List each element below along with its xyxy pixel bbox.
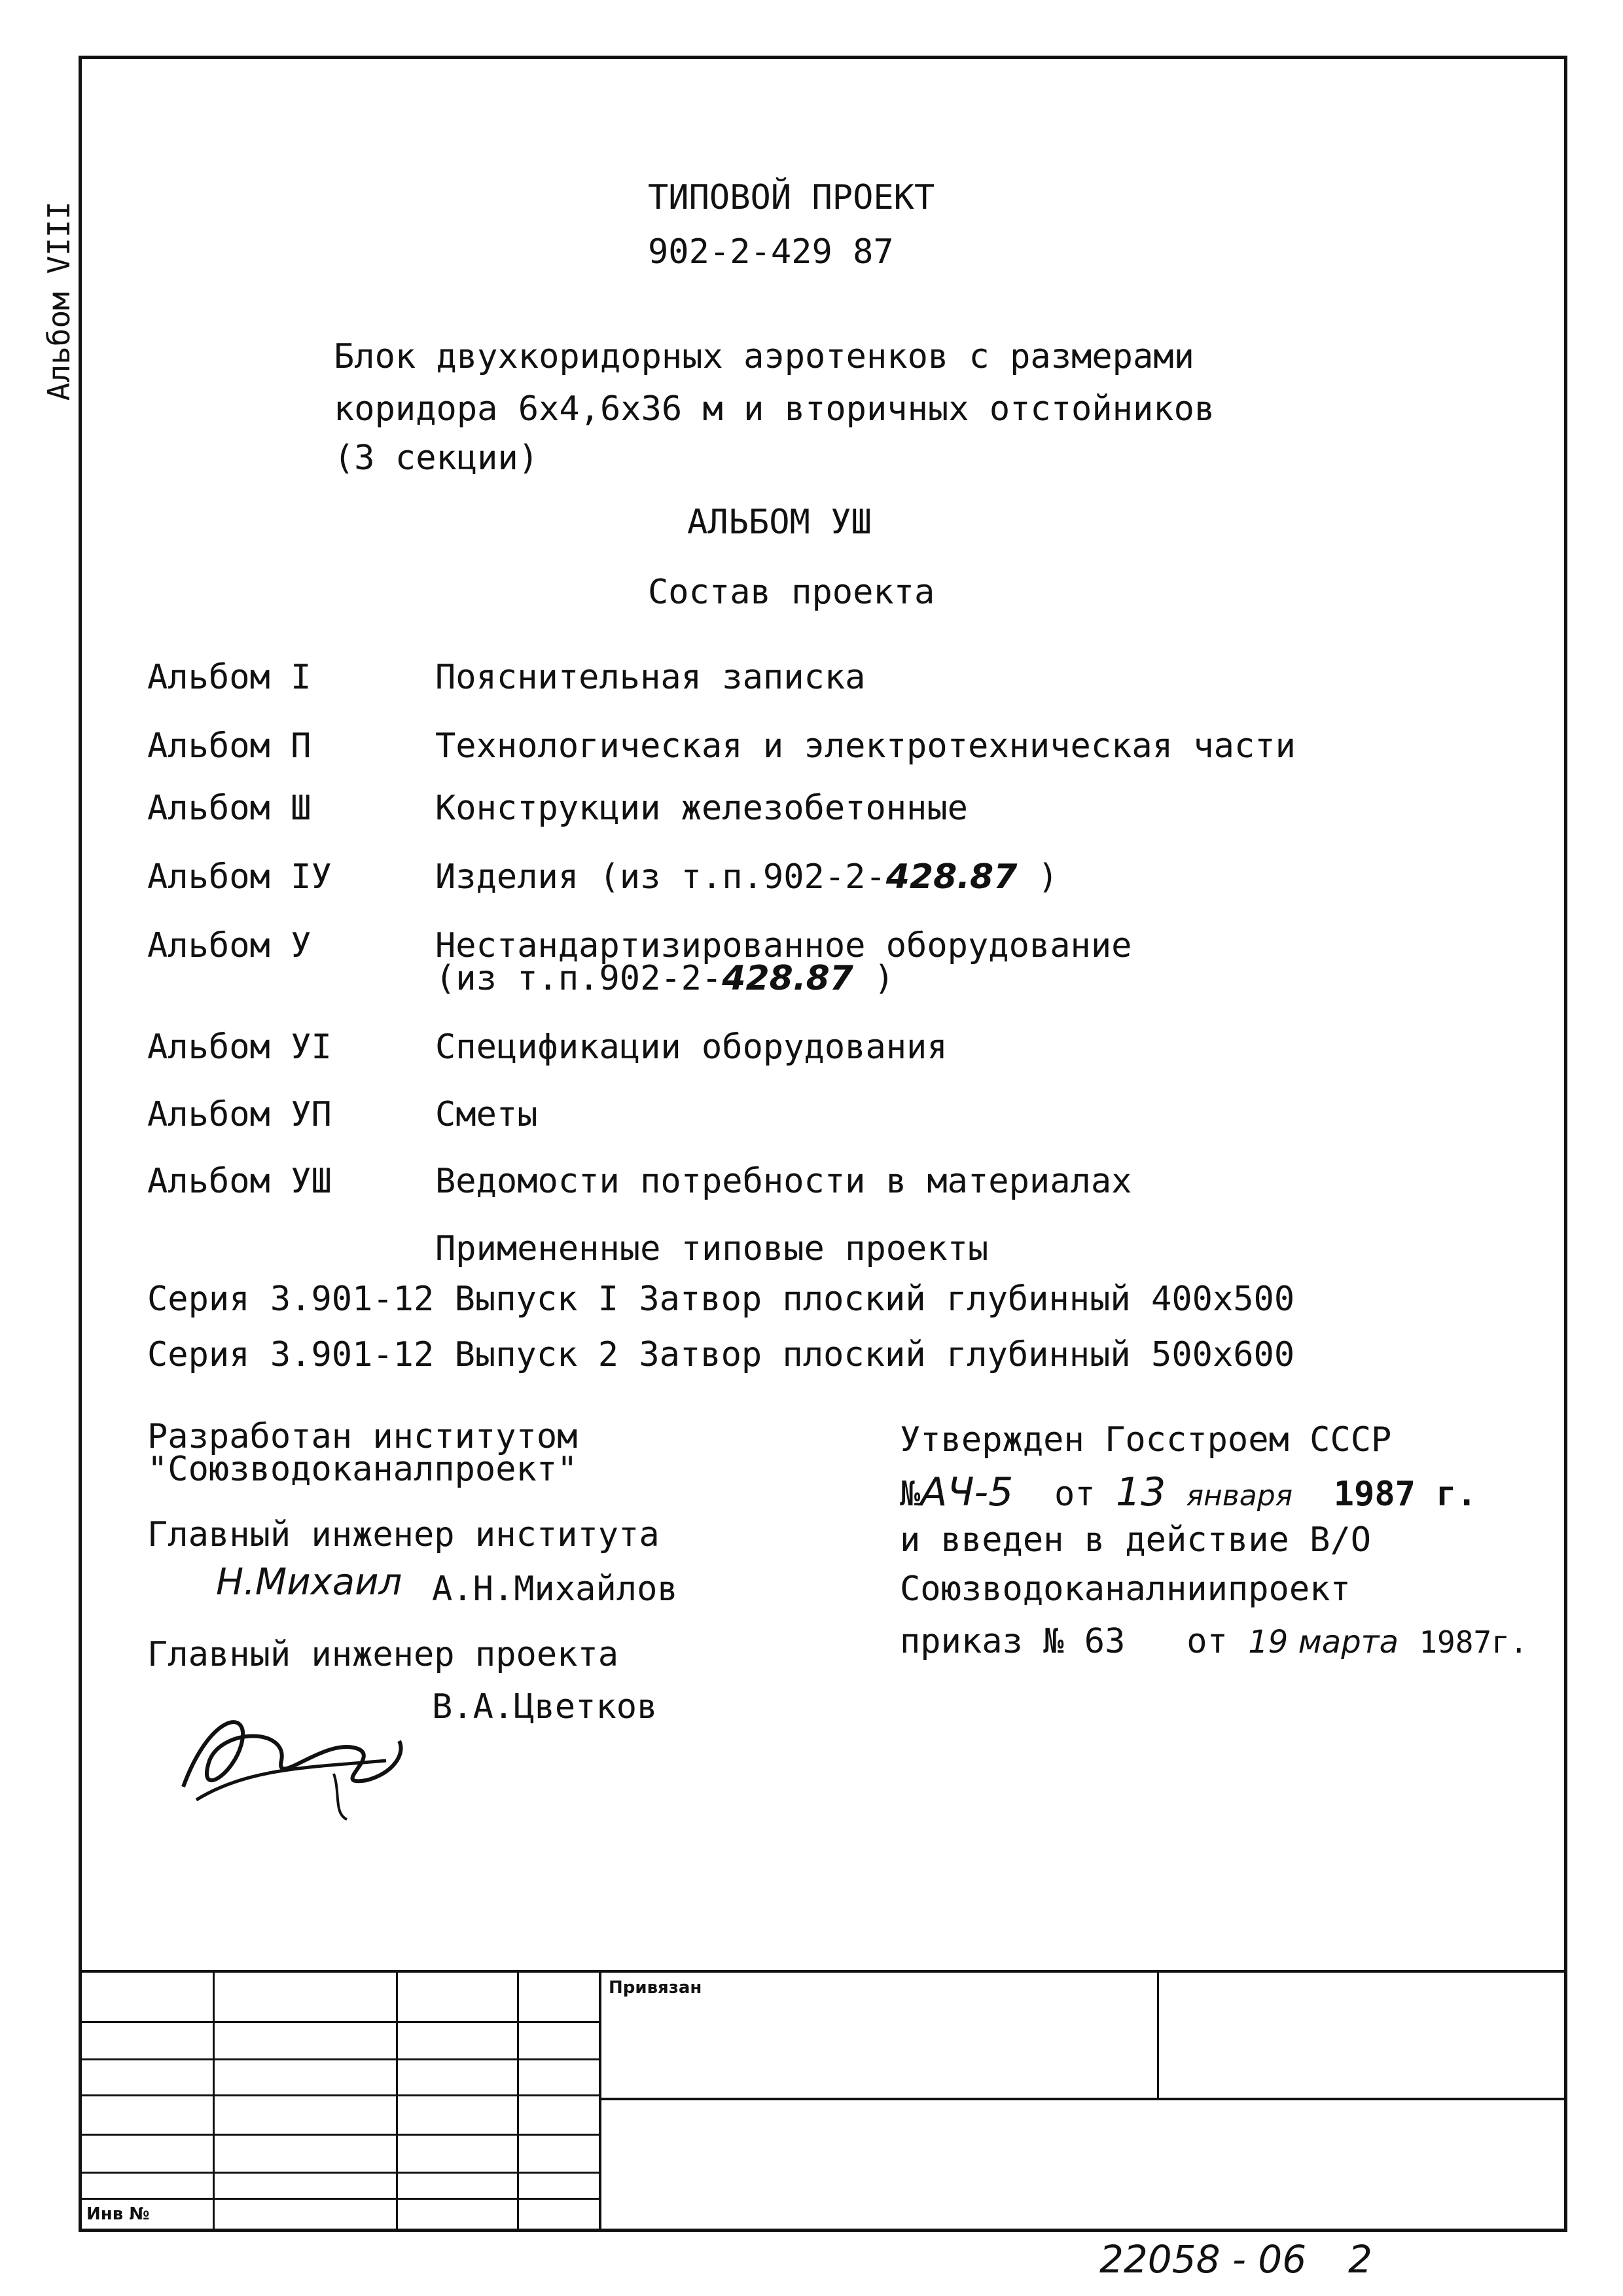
- chief-institute-label: Главный инженер института: [147, 1515, 660, 1554]
- stamp-row-line: [79, 2021, 601, 2023]
- album-title: Сметы: [435, 1095, 538, 1134]
- handwritten-approval-number: АЧ-5: [920, 1469, 1014, 1515]
- stamp-top-border: [79, 1970, 1567, 1973]
- stamp-row-line: [79, 2094, 601, 2096]
- order-number: приказ № 63: [900, 1622, 1126, 1661]
- order-year: 1987г.: [1419, 1624, 1528, 1660]
- stamp-col-line: [517, 1970, 519, 2232]
- album-title-text: Изделия (из т.п.902-2-: [435, 857, 886, 897]
- applied-item: Серия 3.901-12 Выпуск I Затвор плоский глубинный 400х500: [147, 1280, 1295, 1319]
- handwritten-day: 13: [1115, 1469, 1166, 1515]
- album-title: [435, 857, 1058, 897]
- album-name: Альбом У: [147, 926, 312, 965]
- approval-line-1: Утвержден Госстроем СССР: [900, 1420, 1392, 1460]
- album-name: Альбом УШ: [147, 1162, 332, 1201]
- stamp-col-line: [599, 1970, 601, 2232]
- approval-line-3: и введен в действие В/О: [900, 1520, 1372, 1560]
- stamp-col-line: [1157, 1970, 1159, 2098]
- album-name: Альбом IУ: [147, 857, 332, 897]
- handwritten-project-number: 428.87: [722, 959, 853, 998]
- stamp-inv-label: Инв №: [86, 2204, 150, 2224]
- album-name: Альбом I: [147, 658, 312, 697]
- album-name: Альбом Ш: [147, 789, 312, 828]
- album-title-text: (из т.п.902-2-: [435, 959, 722, 998]
- order-from-label: от: [1186, 1622, 1228, 1661]
- stamp-row-line: [79, 2172, 601, 2174]
- approval-line-4: Союзводоканалниипроект: [900, 1570, 1351, 1609]
- chief-project-signature: [170, 1689, 419, 1820]
- album-title: Конструкции железобетонные: [435, 789, 968, 828]
- developer-line-2: "Союзводоканалпроект": [147, 1450, 578, 1489]
- approval-number-line: [900, 1469, 1477, 1516]
- stamp-row-line: [79, 2198, 601, 2200]
- album-title-close: ): [1017, 857, 1059, 897]
- project-number: 902-2-429 87: [648, 232, 894, 272]
- stamp-mid-border: [601, 2098, 1567, 2100]
- number-prefix: №: [900, 1475, 921, 1514]
- chief-institute-name: А.Н.Михайлов: [432, 1570, 678, 1609]
- side-album-label: Альбом VIII: [41, 201, 77, 401]
- composition-title: Состав проекта: [648, 573, 935, 612]
- album-title: Пояснительная записка: [435, 658, 866, 697]
- stamp-row-line: [79, 2058, 601, 2060]
- album-title: Спецификации оборудования: [435, 1028, 948, 1067]
- album-title-2: [435, 959, 895, 998]
- footer-code: 22058 - 06: [1099, 2237, 1307, 2282]
- chief-institute-signature: Н.Михаил: [216, 1561, 402, 1604]
- stamp-col-line: [213, 1970, 215, 2232]
- from-label: от: [1054, 1475, 1096, 1514]
- stamp-linked-label: Привязан: [609, 1978, 702, 1998]
- doc-title: ТИПОВОЙ ПРОЕКТ: [648, 178, 935, 217]
- album-name: Альбом УI: [147, 1028, 332, 1067]
- handwritten-project-number: 428.87: [885, 857, 1018, 897]
- album-title-close: ): [853, 959, 895, 998]
- approval-year: 1987 г.: [1333, 1475, 1477, 1514]
- handwritten-month: января: [1186, 1479, 1293, 1513]
- chief-project-label: Главный инженер проекта: [147, 1635, 619, 1674]
- description-line-1: Блок двухкоридорных аэротенков с размерами: [334, 337, 1194, 376]
- album-title: Ведомости потребности в материалах: [435, 1162, 1132, 1201]
- stamp-col-line: [396, 1970, 398, 2232]
- description-line-2: коридора 6x4,6x36 м и вторичных отстойников: [334, 389, 1215, 429]
- order-line: [900, 1622, 1528, 1662]
- developer-line-1: Разработан институтом: [147, 1417, 578, 1456]
- description-line-3: (3 секции): [334, 439, 539, 478]
- chief-project-name: В.А.Цветков: [432, 1687, 658, 1727]
- album-name: Альбом УП: [147, 1095, 332, 1134]
- album-title: Технологическая и электротехническая части: [435, 726, 1296, 766]
- applied-item: Серия 3.901-12 Выпуск 2 Затвор плоский глубинный 500х600: [147, 1335, 1295, 1374]
- page-number: 2: [1348, 2237, 1372, 2282]
- handwritten-order-date: 19 марта: [1248, 1624, 1399, 1660]
- album-heading: АЛЬБОМ УШ: [687, 503, 872, 542]
- page-frame: [79, 56, 1567, 2232]
- album-name: Альбом П: [147, 726, 312, 766]
- stamp-row-line: [79, 2134, 601, 2136]
- applied-title: Примененные типовые проекты: [435, 1229, 989, 1268]
- album-title: Нестандартизированное оборудование: [435, 926, 1132, 965]
